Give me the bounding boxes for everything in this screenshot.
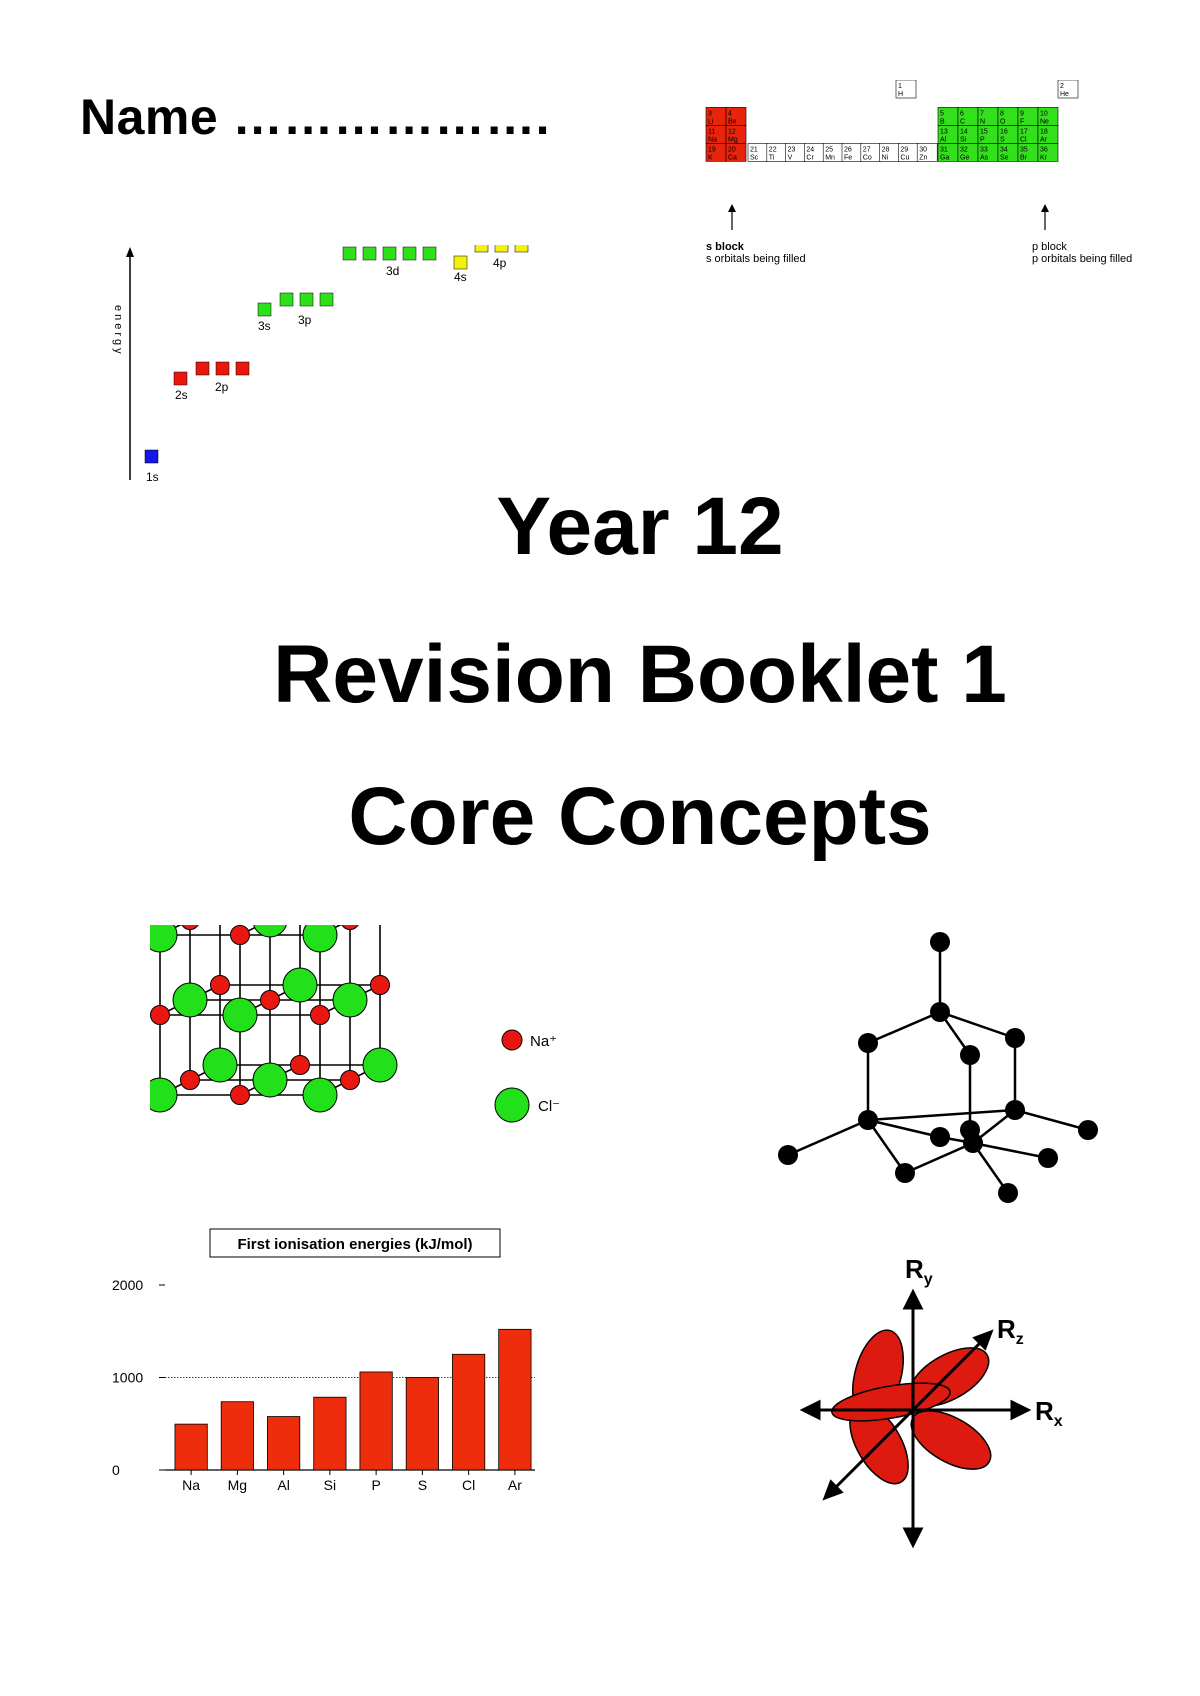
y-tick-label: 1000	[112, 1369, 144, 1386]
element-symbol: Al	[940, 136, 947, 144]
element-symbol: Mn	[825, 154, 835, 162]
level-label-4p: 4p	[493, 256, 507, 270]
element-symbol: O	[1000, 118, 1006, 126]
x-tick-label: Na	[182, 1477, 201, 1493]
na-ion	[371, 976, 390, 995]
element-symbol: Co	[862, 154, 872, 162]
na-ion	[151, 1006, 170, 1025]
element-symbol: Be	[728, 118, 737, 126]
x-tick-label: Ar	[507, 1477, 522, 1493]
element-number: 35	[1020, 146, 1028, 154]
element-symbol: Cl	[1020, 136, 1027, 144]
element-number: 12	[728, 128, 736, 136]
element-symbol: Se	[1000, 154, 1009, 162]
orbital-box-3s	[258, 303, 271, 316]
cl-ion	[283, 968, 317, 1002]
element-symbol: Sc	[750, 154, 759, 162]
legend-cl-ion	[495, 1088, 529, 1122]
carbon-bond	[1015, 1110, 1088, 1130]
element-symbol: P	[980, 136, 985, 144]
element-symbol: Cr	[806, 154, 814, 162]
element-number: 2	[1060, 83, 1064, 90]
orbital-box-3p	[280, 293, 293, 306]
level-label-2s: 2s	[175, 388, 188, 402]
nacl-lattice-diagram	[150, 925, 610, 1200]
element-symbol: F	[1020, 118, 1025, 126]
element-number: 24	[806, 146, 815, 154]
element-number: 26	[844, 146, 852, 154]
orbital-box-3p	[300, 293, 313, 306]
element-symbol: Na	[708, 136, 717, 144]
carbon-atom	[1038, 1148, 1058, 1168]
axis-label-ry: $R_y$	[905, 1254, 933, 1288]
element-number: 33	[980, 146, 988, 154]
element-symbol: Ne	[1040, 118, 1049, 126]
element-number: 11	[708, 128, 716, 136]
x-tick-label: P	[371, 1477, 381, 1493]
element-number: 9	[1020, 110, 1024, 118]
title-line-3: Core Concepts	[348, 771, 932, 862]
na-ion	[211, 976, 230, 995]
orbital-box-2p	[216, 362, 229, 375]
carbon-atom	[963, 1133, 983, 1153]
orbital-box-3d	[403, 247, 416, 260]
carbon-bond	[868, 1110, 1015, 1120]
x-tick-label: Si	[323, 1477, 337, 1493]
carbon-atom	[778, 1145, 798, 1165]
level-label-2p: 2p	[215, 380, 229, 394]
element-symbol: He	[1060, 91, 1069, 98]
element-number: 23	[787, 146, 796, 154]
carbon-atom	[960, 1045, 980, 1065]
carbon-atom	[895, 1163, 915, 1183]
element-number: 6	[960, 110, 964, 118]
element-number: 29	[900, 146, 909, 154]
element-symbol: Ni	[881, 154, 889, 162]
energy-axis-label: energy	[112, 305, 124, 357]
element-symbol: H	[898, 91, 904, 98]
y-tick-label: 0	[112, 1462, 120, 1478]
periodic-table-diagram	[700, 80, 1180, 280]
element-number: 8	[1000, 110, 1004, 118]
element-symbol: Mg	[728, 136, 738, 144]
element-number: 31	[940, 146, 948, 154]
element-number: 17	[1020, 128, 1028, 136]
carbon-bond	[905, 1143, 973, 1173]
element-symbol: Li	[708, 118, 714, 126]
y-tick-label: 2000	[112, 1277, 144, 1293]
element-symbol: S	[1000, 136, 1005, 144]
cl-ion	[150, 1078, 177, 1112]
element-number: 28	[881, 146, 890, 154]
cl-ion	[303, 925, 337, 952]
element-symbol: Br	[1020, 154, 1027, 162]
x-tick-label: Mg	[227, 1477, 248, 1493]
s-block-label: s block	[706, 241, 744, 253]
element-number: 22	[768, 146, 777, 154]
element-number: 25	[825, 146, 833, 154]
name-field-label: Name ……………….	[80, 89, 550, 145]
na-ion	[181, 1071, 200, 1090]
carbon-atom	[930, 932, 950, 952]
carbon-bond	[868, 1012, 940, 1043]
bar-Mg	[221, 1402, 253, 1470]
x-tick-label: Al	[277, 1477, 290, 1493]
element-symbol: Cu	[900, 154, 910, 162]
bar-P	[360, 1372, 392, 1470]
carbon-atom	[930, 1127, 950, 1147]
element-symbol: V	[787, 154, 793, 162]
x-tick-label: Cl	[462, 1477, 476, 1493]
element-symbol: Zn	[919, 154, 928, 162]
cl-ion	[223, 998, 257, 1032]
na-ion	[261, 991, 280, 1010]
title-line-1: Year 12	[496, 481, 784, 572]
element-symbol: Ca	[728, 154, 737, 162]
carbon-atom	[1005, 1100, 1025, 1120]
element-symbol: As	[980, 154, 989, 162]
bar-Na	[175, 1424, 207, 1470]
d-orbital-diagram	[790, 1240, 1090, 1550]
element-number: 3	[708, 110, 712, 118]
element-number: 27	[862, 146, 871, 154]
ionisation-energy-chart	[110, 1225, 610, 1525]
carbon-bond	[973, 1143, 1048, 1158]
na-ion	[341, 925, 360, 930]
cl-ion	[173, 983, 207, 1017]
element-symbol: C	[960, 118, 966, 126]
carbon-bond	[940, 1012, 1015, 1038]
bar-Si	[314, 1397, 346, 1470]
na-ion	[341, 1071, 360, 1090]
element-number: 16	[1000, 128, 1008, 136]
element-symbol: K	[708, 154, 713, 162]
energy-level-diagram	[100, 245, 570, 485]
title-line-2: Revision Booklet 1	[273, 629, 1007, 720]
legend-cl-label: Cl⁻	[538, 1098, 561, 1115]
diamond-structure-diagram	[730, 925, 1100, 1225]
orbital-box-3d	[423, 247, 436, 260]
element-number: 18	[1040, 128, 1048, 136]
element-symbol: Fe	[844, 154, 853, 162]
na-ion	[291, 1056, 310, 1075]
carbon-atom	[1005, 1028, 1025, 1048]
element-symbol: Kr	[1040, 154, 1047, 162]
legend-na-ion	[502, 1030, 522, 1050]
orbital-box-2p	[196, 362, 209, 375]
cl-ion	[333, 983, 367, 1017]
element-number: 4	[728, 110, 732, 118]
bar-S	[406, 1378, 438, 1471]
bar-Al	[267, 1417, 299, 1470]
cl-ion	[203, 1048, 237, 1082]
element-symbol: N	[980, 118, 986, 126]
element-symbol: Ar	[1040, 136, 1047, 144]
element-number: 13	[940, 128, 948, 136]
legend-na-label: Na⁺	[530, 1033, 558, 1050]
level-label-3s: 3s	[258, 319, 271, 333]
element-symbol: Ge	[960, 154, 970, 162]
orbital-box-2s	[174, 372, 187, 385]
element-number: 10	[1040, 110, 1048, 118]
na-ion	[231, 926, 250, 945]
carbon-atom	[858, 1033, 878, 1053]
cl-ion	[253, 1063, 287, 1097]
orbital-box-2p	[236, 362, 249, 375]
carbon-bond	[788, 1120, 868, 1155]
cl-ion	[363, 1048, 397, 1082]
s-block-caption: s orbitals being filled	[706, 253, 806, 265]
element-number: 32	[960, 146, 968, 154]
element-symbol: Ga	[940, 154, 950, 162]
element-symbol: B	[940, 118, 945, 126]
na-ion	[181, 925, 200, 930]
level-label-3d: 3d	[386, 264, 400, 278]
carbon-atom	[1078, 1120, 1098, 1140]
element-number: 1	[898, 83, 902, 90]
orbital-box-3p	[320, 293, 333, 306]
orbital-box-4p	[515, 245, 528, 252]
element-number: 19	[708, 146, 716, 154]
cl-ion	[303, 1078, 337, 1112]
level-label-1s: 1s	[146, 470, 159, 484]
element-number: 5	[940, 110, 944, 118]
level-label-3p: 3p	[298, 313, 312, 327]
chart-title: First ionisation energies (kJ/mol)	[237, 1236, 473, 1253]
p-block-label: p block	[1032, 241, 1067, 253]
orbital-box-4p	[475, 245, 488, 252]
element-number: 15	[980, 128, 988, 136]
axis-label-rz: $R_z$	[997, 1314, 1024, 1348]
element-number: 21	[750, 146, 758, 154]
cl-ion	[150, 925, 177, 952]
na-ion	[311, 1006, 330, 1025]
element-number: 14	[960, 128, 968, 136]
bar-Ar	[499, 1329, 531, 1470]
orbital-box-1s	[145, 450, 158, 463]
element-symbol: Ti	[768, 154, 775, 162]
level-label-4s: 4s	[454, 270, 467, 284]
carbon-atom	[858, 1110, 878, 1130]
orbital-box-3d	[343, 247, 356, 260]
bar-Cl	[452, 1354, 484, 1470]
orbital-box-4p	[495, 245, 508, 252]
orbital-box-3d	[383, 247, 396, 260]
orbital-box-3d	[363, 247, 376, 260]
element-number: 7	[980, 110, 984, 118]
p-block-caption: p orbitals being filled	[1032, 253, 1133, 265]
x-tick-label: S	[417, 1477, 428, 1493]
element-number: 34	[1000, 146, 1008, 154]
axis-label-rx: $R_x$	[1035, 1396, 1063, 1430]
na-ion	[231, 1086, 250, 1105]
orbital-box-4s	[454, 256, 467, 269]
periodic-table-cells	[706, 80, 1078, 161]
carbon-atom	[930, 1002, 950, 1022]
element-symbol: Si	[960, 136, 967, 144]
carbon-atom	[998, 1183, 1018, 1203]
element-number: 20	[728, 146, 736, 154]
element-number: 36	[1040, 146, 1048, 154]
element-number: 30	[919, 146, 927, 154]
